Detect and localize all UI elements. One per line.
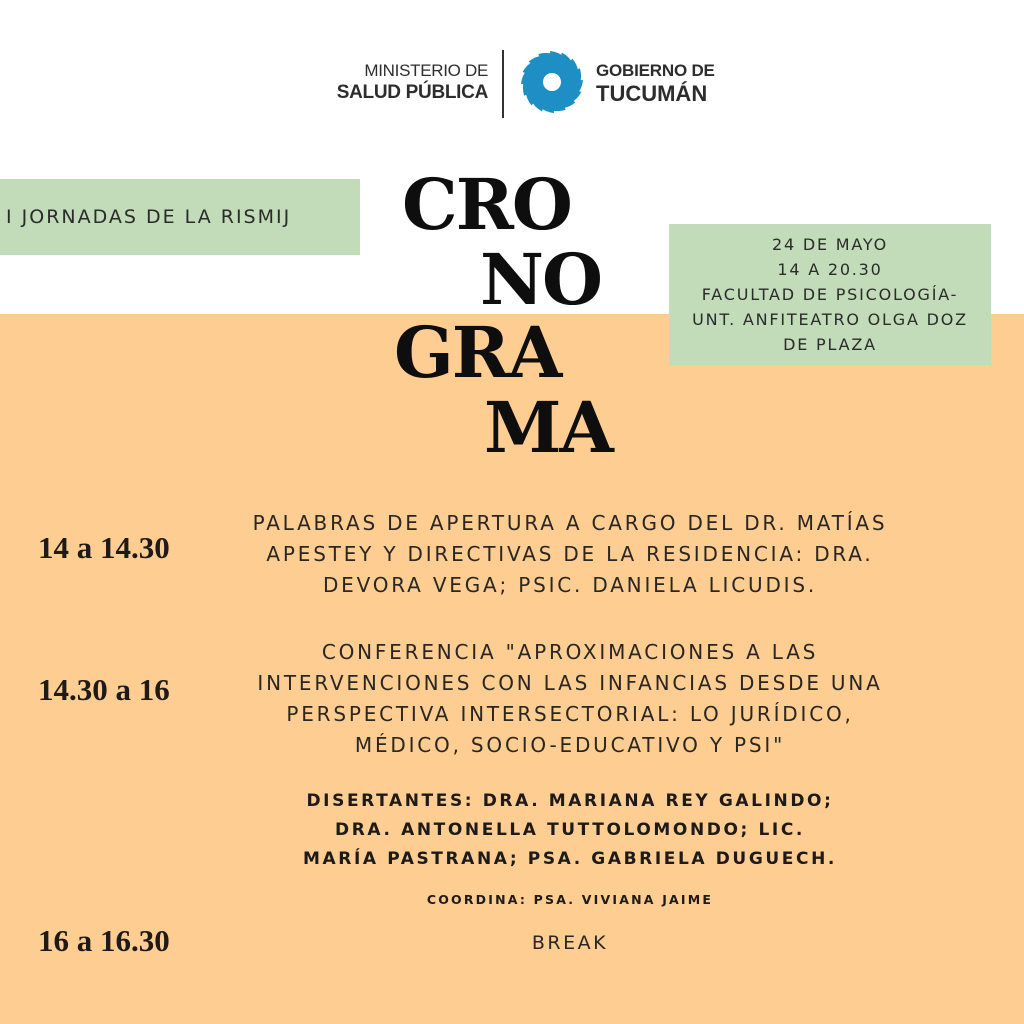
schedule-time-3: 16 a 16.30: [38, 923, 170, 958]
event-date: 24 DE MAYO: [772, 235, 888, 254]
logo-divider: [502, 50, 504, 118]
date-location-box: [669, 224, 991, 365]
event-name-box: [0, 179, 360, 255]
schedule-description-1: [220, 508, 920, 601]
schedule-time-2: 14.30 a 16: [38, 672, 170, 707]
event-venue-line-2: UNT. ANFITEATRO OLGA DOZ: [692, 310, 968, 329]
event-venue-line-3: DE PLAZA: [783, 335, 877, 354]
description-line: APESTEY Y DIRECTIVAS DE LA RESIDENCIA: DRA.: [266, 542, 874, 566]
government-logo: [596, 60, 756, 106]
event-name: I JORNADAS DE LA RISMIJ: [6, 206, 292, 228]
sun-emblem-icon: [517, 47, 587, 117]
description-line: MÉDICO, SOCIO-EDUCATIVO Y PSI": [354, 733, 786, 757]
ministry-logo: [330, 60, 488, 104]
title-part-4: MA: [484, 386, 612, 469]
event-hours: 14 A 20.30: [777, 260, 883, 279]
title-part-3: GRA: [394, 311, 561, 394]
break-label: BREAK: [531, 932, 609, 954]
ministry-line-1: MINISTERIO DE: [364, 61, 488, 80]
ministry-line-2: SALUD PÚBLICA: [336, 82, 488, 103]
schedule-time-1: 14 a 14.30: [38, 530, 170, 565]
speakers-line: DRA. ANTONELLA TUTTOLOMONDO; LIC.: [335, 820, 805, 840]
description-line: PALABRAS DE APERTURA A CARGO DEL DR. MATÍAS: [252, 511, 888, 535]
description-line: DEVORA VEGA; PSIC. DANIELA LICUDIS.: [322, 573, 818, 597]
speakers-line: DISERTANTES: DRA. MARIANA REY GALINDO;: [306, 791, 834, 811]
description-line: CONFERENCIA "APROXIMACIONES A LAS: [321, 640, 819, 664]
government-line-1: GOBIERNO DE: [596, 61, 715, 80]
speakers-line: MARÍA PASTRANA; PSA. GABRIELA DUGUECH.: [303, 849, 837, 869]
event-venue-line-1: FACULTAD DE PSICOLOGÍA-: [701, 285, 959, 304]
speakers-list: [220, 787, 920, 874]
government-line-2: TUCUMÁN: [596, 81, 708, 106]
description-line: INTERVENCIONES CON LAS INFANCIAS DESDE UNA: [257, 671, 883, 695]
description-line: PERSPECTIVA INTERSECTORIAL: LO JURÍDICO,: [286, 702, 854, 726]
coordinator: COORDINA: PSA. VIVIANA JAIME: [426, 892, 714, 907]
title-part-2: NO: [480, 238, 601, 321]
title-part-1: CRO: [402, 163, 571, 246]
schedule-description-2: [220, 637, 920, 761]
